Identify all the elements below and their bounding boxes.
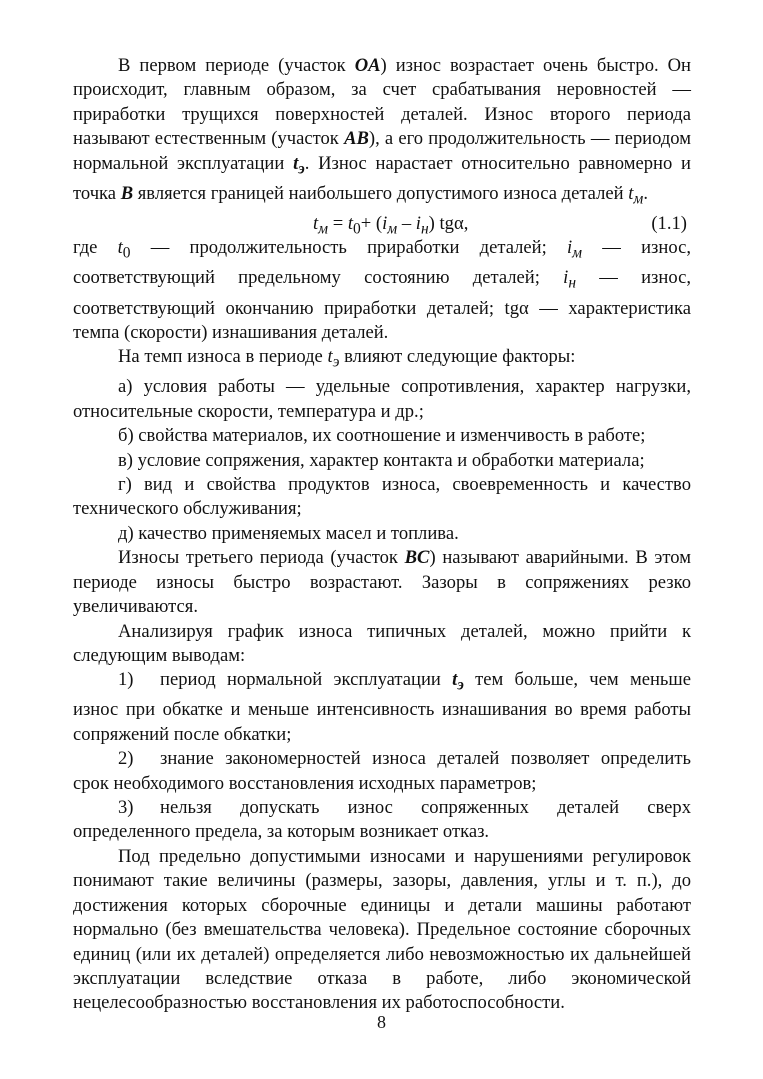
point-b-label: B	[120, 182, 134, 204]
segment-oa-label: OA	[354, 55, 381, 76]
list-item: в) условие сопряжения, характер контакта и обработки материала;	[118, 449, 645, 471]
text: .	[643, 182, 648, 204]
formula-1-1	[73, 212, 691, 236]
paragraph-third-period: Износы третьего периода (участок BC) называют аварийными. В этом периоде износы быстро возрастают. Зазоры в сопряжениях резко увеличиваются.	[73, 547, 691, 618]
symbol-subscript: э	[298, 160, 305, 178]
text: . Износ нарастает относительно равномерно и точка	[73, 152, 691, 204]
paragraph-factors-intro: На темп износа в периоде $t_э$ влияют следующие факторы:	[118, 346, 576, 372]
document-page	[73, 54, 691, 1016]
paragraph-limits: Под предельно допустимыми износами и нарушениями регулировок понимают такие величины (размеры, зазоры, давления, углы и т. п.), до достижения которых сборочные единицы и детали машины работают нормально (без вмешательства человека). Предельное состояние сборочных единиц (или их деталей) определяется либо невозможностью их дальнейшей эксплуатации вследствие отказа в работе, либо экономической нецелесообразностью восстановления их работоспособности.	[73, 845, 691, 1014]
list-item: 3) нельзя допускать износ сопряженных деталей сверх определенного предела, за которым возникает отказ.	[73, 797, 691, 843]
paragraph-periods	[73, 54, 691, 212]
symbol-subscript: м	[633, 190, 644, 208]
list-item: 1) период нормальной эксплуатации $t_э$ тем больше, чем меньше износ при обкатке и меньше интенсивность изнашивания во время работы сопряжений после обкатки;	[73, 669, 691, 745]
list-item: д) качество применяемых масел и топлива.	[118, 522, 459, 544]
symbol-t: t	[628, 182, 634, 204]
paragraph-definitions: где $t_0$ — продолжительность приработки деталей; $i_м$ — износ, соответствующий предельному состоянию деталей; $i_н$ — износ, соответствующий окончанию приработки деталей; tgα — характеристика темпа (скорости) изнашивания деталей.	[73, 237, 691, 343]
text: является границей наибольшего допустимого износа деталей	[133, 182, 629, 204]
symbol-t: t	[293, 152, 299, 174]
list-item: а) условия работы — удельные сопротивления, характер нагрузки, относительные скорости, температура и др.;	[73, 376, 691, 422]
text: ), а его продолжительность — периодом нормальной эксплуатации	[73, 128, 692, 174]
formula-expression: $t_м = t_0+ (i_м - i_н)$ tgα,	[313, 212, 469, 238]
paragraph-conclusions-intro: Анализируя график износа типичных деталей, можно прийти к следующим выводам:	[73, 620, 691, 666]
segment-bc-label: BC	[404, 547, 430, 569]
text: В первом периоде (участок	[118, 55, 355, 76]
formula-number: (1.1)	[651, 212, 687, 234]
page-number: 8	[377, 1012, 386, 1032]
segment-ab-label: AB	[344, 128, 369, 150]
list-item: б) свойства материалов, их соотношение и изменчивость в работе;	[118, 425, 646, 447]
text: ) износ возрастает очень быстро. Он происходит, главным образом, за счет срабатывания неровностей — приработки трущихся поверхностей деталей. Износ второго периода называют естественным (участок	[73, 55, 692, 150]
list-item: г) вид и свойства продуктов износа, своевременность и качество технического обслуживания;	[73, 474, 691, 520]
list-item: 2) знание закономерностей износа деталей позволяет определить срок необходимого восстановления исходных параметров;	[73, 748, 691, 794]
